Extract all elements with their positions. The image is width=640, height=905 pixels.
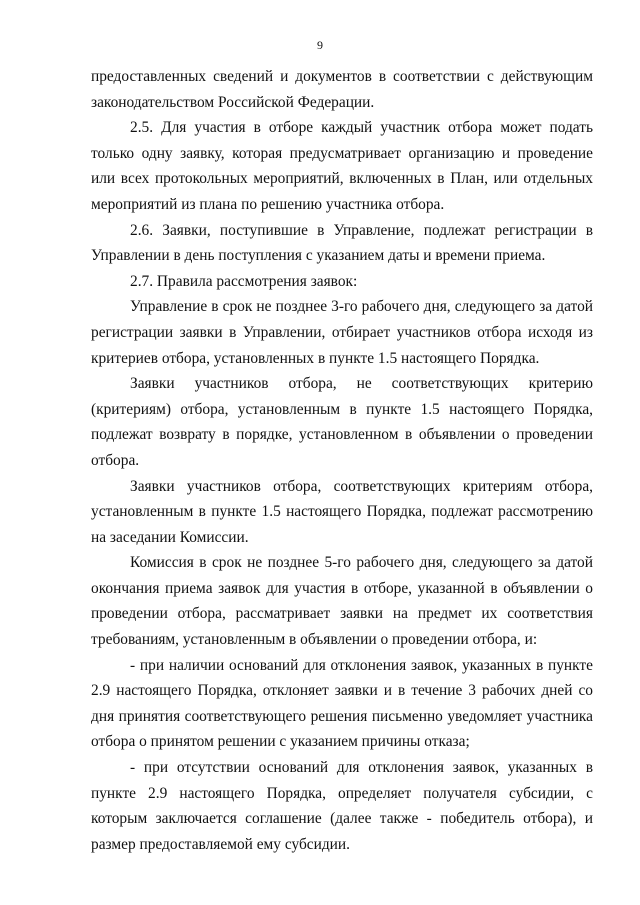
paragraph-commission-review: Заявки участников отбора, соответствующих критериям отбора, установленным в пункте 1.5 настоящего Порядка, подлежат рассмотрению на заседании Комиссии. (91, 477, 593, 546)
paragraph-return-rule: Заявки участников отбора, не соответствующих критерию (критериям) отбора, установленным в пункте 1.5 настоящего Порядка, подлежат возврату в порядке, установленном в объявлении о проведении отбора. (91, 375, 593, 469)
paragraph-commission-deadline: Комиссия в срок не позднее 5-го рабочего дня, следующего за датой окончания приема заявок для участия в отборе, указанной в объявлении о проведении отбора, рассматривает заявки на предмет их соответствия требованиям, установленным в объявлении о проведении отбора, и: (91, 554, 593, 649)
paragraph-continuation: предоставленных сведений и документов в соответствии с действующим законодательством Российской Федерации. (91, 68, 593, 111)
list-item-rejection: - при наличии оснований для отклонения заявок, указанных в пункте 2.9 настоящего Порядка, отклоняет заявки и в течение 3 рабочих дней со дня принятия соответствующего решения письменно уведомляет участника отбора о принятом решении с указанием причины отказа; (91, 656, 593, 751)
paragraph-2-5: 2.5. Для участия в отборе каждый участник отбора может подать только одну заявку, которая предусматривает организацию и проведение или всех протокольных мероприятий, включенных в План, или отдельных мероприятий из плана по решению участника отбора. (91, 119, 593, 213)
page-number: 9 (317, 38, 323, 52)
document-body (91, 64, 593, 857)
list-item-winner: - при отсутствии оснований для отклонения заявок, указанных в пункте 2.9 настоящего Порядка, определяет получателя субсидии, с которым заключается соглашение (далее также - победитель отбора), и размер предоставляемой ему субсидии. (91, 759, 593, 853)
paragraph-2-6: 2.6. Заявки, поступившие в Управление, подлежат регистрации в Управлении в день поступления с указанием даты и времени приема. (91, 221, 593, 265)
paragraph-2-7-heading: 2.7. Правила рассмотрения заявок: (130, 272, 358, 290)
paragraph-selection-rule: Управление в срок не позднее 3-го рабочего дня, следующего за датой регистрации заявки в Управлении, отбирает участников отбора исходя из критериев отбора, установленных в пункте 1.5 настоящего Порядка. (91, 298, 593, 367)
